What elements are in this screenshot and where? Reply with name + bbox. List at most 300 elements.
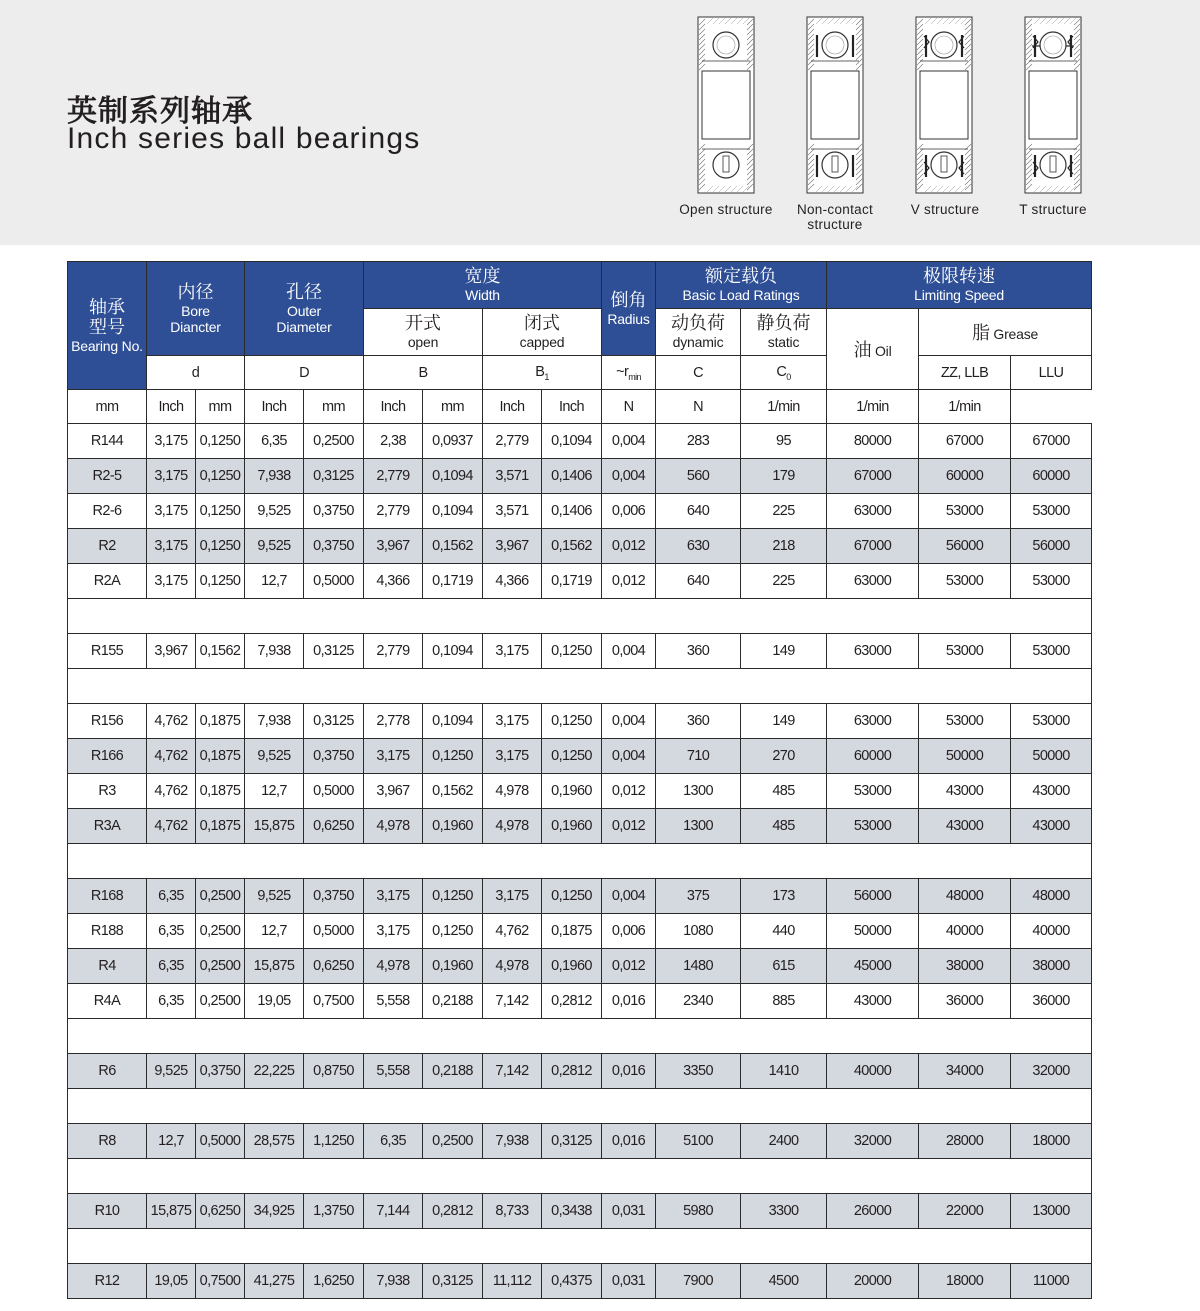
value-cell: 0,1250 xyxy=(196,564,245,599)
value-cell: 2340 xyxy=(656,984,741,1019)
bearing-no-cell: R188 xyxy=(68,914,147,949)
value-cell: 0,2500 xyxy=(304,424,364,459)
value-cell: 0,1960 xyxy=(542,949,602,984)
value-cell: 0,004 xyxy=(602,634,656,669)
value-cell: 12,7 xyxy=(147,1124,196,1159)
value-cell: 40000 xyxy=(919,914,1011,949)
value-cell: 0,1250 xyxy=(542,704,602,739)
value-cell: 18000 xyxy=(919,1264,1011,1299)
value-cell: 0,1250 xyxy=(542,879,602,914)
value-cell: 0,3125 xyxy=(304,704,364,739)
spacer-cell xyxy=(68,669,1092,704)
value-cell: 0,3750 xyxy=(304,494,364,529)
unit-cell: 1/min xyxy=(919,390,1011,424)
symbol-d: d xyxy=(147,356,245,390)
value-cell: 640 xyxy=(656,494,741,529)
oil-speed-header: 油 Oil xyxy=(827,309,919,390)
value-cell: 0,3125 xyxy=(304,634,364,669)
value-cell: 19,05 xyxy=(147,1264,196,1299)
symbol-r-min: $\sim r_{min}$ xyxy=(602,356,656,390)
value-cell: 615 xyxy=(741,949,827,984)
value-cell: 0,1406 xyxy=(542,459,602,494)
unit-cell: mm xyxy=(196,390,245,424)
value-cell: 0,1250 xyxy=(542,739,602,774)
value-cell: 6,35 xyxy=(147,984,196,1019)
value-cell: 0,2188 xyxy=(423,1054,483,1089)
value-cell: 0,1250 xyxy=(196,529,245,564)
value-cell: 9,525 xyxy=(245,739,304,774)
value-cell: 0,004 xyxy=(602,459,656,494)
unit-cell: Inch xyxy=(147,390,196,424)
value-cell: 43000 xyxy=(1011,809,1092,844)
value-cell: 149 xyxy=(741,704,827,739)
value-cell: 4,762 xyxy=(483,914,542,949)
value-cell: 4,978 xyxy=(483,774,542,809)
value-cell: 0,012 xyxy=(602,529,656,564)
value-cell: 0,1250 xyxy=(423,739,483,774)
bearing-no-cell: R6 xyxy=(68,1054,147,1089)
value-cell: 0,1562 xyxy=(423,774,483,809)
value-cell: 0,2500 xyxy=(196,914,245,949)
value-cell: 6,35 xyxy=(147,879,196,914)
value-cell: 485 xyxy=(741,774,827,809)
value-cell: 0,2188 xyxy=(423,984,483,1019)
value-cell: 63000 xyxy=(827,564,919,599)
value-cell: 7,938 xyxy=(364,1264,423,1299)
unit-cell: 1/min xyxy=(741,390,827,424)
value-cell: 9,525 xyxy=(245,879,304,914)
value-cell: 5100 xyxy=(656,1124,741,1159)
value-cell: 3,175 xyxy=(364,914,423,949)
value-cell: 9,525 xyxy=(245,494,304,529)
value-cell: 0,1719 xyxy=(423,564,483,599)
value-cell: 0,3125 xyxy=(423,1264,483,1299)
value-cell: 4,978 xyxy=(364,809,423,844)
value-cell: 0,006 xyxy=(602,914,656,949)
value-cell: 9,525 xyxy=(245,529,304,564)
value-cell: 0,2812 xyxy=(542,1054,602,1089)
value-cell: 0,2500 xyxy=(423,1124,483,1159)
value-cell: 0,1094 xyxy=(423,459,483,494)
value-cell: 38000 xyxy=(919,949,1011,984)
table-row xyxy=(68,529,1092,564)
value-cell: 0,1960 xyxy=(423,949,483,984)
value-cell: 40000 xyxy=(1011,914,1092,949)
value-cell: 2,779 xyxy=(483,424,542,459)
value-cell: 9,525 xyxy=(147,1054,196,1089)
value-cell: 0,012 xyxy=(602,809,656,844)
value-cell: 0,1875 xyxy=(196,774,245,809)
value-cell: 225 xyxy=(741,494,827,529)
v-structure-diagram-icon xyxy=(915,16,977,196)
grease-speed-header: 脂 Grease xyxy=(919,309,1092,356)
value-cell: 640 xyxy=(656,564,741,599)
value-cell: 34,925 xyxy=(245,1194,304,1229)
value-cell: 1300 xyxy=(656,809,741,844)
value-cell: 3300 xyxy=(741,1194,827,1229)
value-cell: 7,938 xyxy=(483,1124,542,1159)
value-cell: 15,875 xyxy=(245,949,304,984)
table-row xyxy=(68,774,1092,809)
spacer-cell xyxy=(68,1229,1092,1264)
value-cell: 6,35 xyxy=(364,1124,423,1159)
bearing-no-cell: R2 xyxy=(68,529,147,564)
value-cell: 56000 xyxy=(919,529,1011,564)
bearing-no-cell: R155 xyxy=(68,634,147,669)
value-cell: 0,016 xyxy=(602,984,656,1019)
non-contact-structure-diagram-icon xyxy=(806,16,868,196)
value-cell: 60000 xyxy=(827,739,919,774)
value-cell: 2,779 xyxy=(364,634,423,669)
value-cell: 2,38 xyxy=(364,424,423,459)
value-cell: 34000 xyxy=(919,1054,1011,1089)
value-cell: 63000 xyxy=(827,634,919,669)
symbol-zz-llb: ZZ, LLB xyxy=(919,356,1011,390)
value-cell: 67000 xyxy=(919,424,1011,459)
width-header: 宽度 Width xyxy=(364,262,602,309)
table-row xyxy=(68,1054,1092,1089)
value-cell: 3,967 xyxy=(364,529,423,564)
value-cell: 48000 xyxy=(919,879,1011,914)
value-cell: 48000 xyxy=(1011,879,1092,914)
value-cell: 218 xyxy=(741,529,827,564)
value-cell: 0,1094 xyxy=(423,704,483,739)
value-cell: 485 xyxy=(741,809,827,844)
value-cell: 0,4375 xyxy=(542,1264,602,1299)
value-cell: 0,031 xyxy=(602,1264,656,1299)
value-cell: 53000 xyxy=(1011,564,1092,599)
value-cell: 0,2812 xyxy=(542,984,602,1019)
value-cell: 3,175 xyxy=(483,739,542,774)
page-title-cn: 英制系列轴承 xyxy=(67,94,253,129)
symbol-C: C xyxy=(656,356,741,390)
value-cell: 28,575 xyxy=(245,1124,304,1159)
value-cell: 4500 xyxy=(741,1264,827,1299)
value-cell: 0,3750 xyxy=(304,739,364,774)
value-cell: 63000 xyxy=(827,704,919,739)
value-cell: 0,5000 xyxy=(304,914,364,949)
dynamic-load-header: 动负荷 dynamic xyxy=(656,309,741,356)
value-cell: 0,5000 xyxy=(304,564,364,599)
bearing-no-cell: R168 xyxy=(68,879,147,914)
value-cell: 0,3750 xyxy=(304,529,364,564)
value-cell: 0,1960 xyxy=(542,809,602,844)
unit-cell: mm xyxy=(304,390,364,424)
value-cell: 53000 xyxy=(827,774,919,809)
value-cell: 56000 xyxy=(1011,529,1092,564)
value-cell: 440 xyxy=(741,914,827,949)
value-cell: 60000 xyxy=(1011,459,1092,494)
value-cell: 6,35 xyxy=(147,949,196,984)
table-row xyxy=(68,634,1092,669)
table-spacer-row xyxy=(68,599,1092,634)
value-cell: 43000 xyxy=(919,809,1011,844)
value-cell: 3,175 xyxy=(147,459,196,494)
spacer-cell xyxy=(68,599,1092,634)
value-cell: 22000 xyxy=(919,1194,1011,1229)
value-cell: 2,779 xyxy=(364,459,423,494)
value-cell: 1,3750 xyxy=(304,1194,364,1229)
bearing-no-cell: R2-6 xyxy=(68,494,147,529)
unit-cell: mm xyxy=(68,390,147,424)
value-cell: 3,175 xyxy=(364,739,423,774)
bearing-no-cell: R12 xyxy=(68,1264,147,1299)
value-cell: 3,571 xyxy=(483,494,542,529)
value-cell: 3,175 xyxy=(483,634,542,669)
value-cell: 53000 xyxy=(919,494,1011,529)
value-cell: 710 xyxy=(656,739,741,774)
value-cell: 15,875 xyxy=(245,809,304,844)
value-cell: 0,012 xyxy=(602,564,656,599)
value-cell: 0,3750 xyxy=(196,1054,245,1089)
diagram-label: Non-contact structure xyxy=(796,202,874,232)
value-cell: 1080 xyxy=(656,914,741,949)
value-cell: 36000 xyxy=(919,984,1011,1019)
value-cell: 12,7 xyxy=(245,914,304,949)
value-cell: 1300 xyxy=(656,774,741,809)
bearing-no-cell: R3 xyxy=(68,774,147,809)
value-cell: 3,967 xyxy=(147,634,196,669)
value-cell: 56000 xyxy=(827,879,919,914)
value-cell: 0,3750 xyxy=(304,879,364,914)
value-cell: 4,978 xyxy=(364,949,423,984)
value-cell: 67000 xyxy=(1011,424,1092,459)
value-cell: 3,175 xyxy=(483,879,542,914)
value-cell: 4,978 xyxy=(483,809,542,844)
value-cell: 5,558 xyxy=(364,984,423,1019)
value-cell: 0,1562 xyxy=(542,529,602,564)
value-cell: 63000 xyxy=(827,494,919,529)
value-cell: 0,7500 xyxy=(304,984,364,1019)
table-row xyxy=(68,1264,1092,1299)
table-row xyxy=(68,949,1092,984)
value-cell: 0,006 xyxy=(602,494,656,529)
value-cell: 0,7500 xyxy=(196,1264,245,1299)
value-cell: 53000 xyxy=(827,809,919,844)
value-cell: 2400 xyxy=(741,1124,827,1159)
spacer-cell xyxy=(68,1019,1092,1054)
value-cell: 375 xyxy=(656,879,741,914)
unit-cell: Inch xyxy=(483,390,542,424)
radius-header: 倒角 Radius xyxy=(602,262,656,356)
value-cell: 149 xyxy=(741,634,827,669)
value-cell: 1480 xyxy=(656,949,741,984)
value-cell: 15,875 xyxy=(147,1194,196,1229)
spacer-cell xyxy=(68,1089,1092,1124)
value-cell: 360 xyxy=(656,704,741,739)
static-load-header: 静负荷 static xyxy=(741,309,827,356)
bearing-no-cell: R4A xyxy=(68,984,147,1019)
value-cell: 0,0937 xyxy=(423,424,483,459)
value-cell: 0,004 xyxy=(602,424,656,459)
value-cell: 173 xyxy=(741,879,827,914)
outer-diameter-header: 孔径 Outer Diameter xyxy=(245,262,364,356)
value-cell: 270 xyxy=(741,739,827,774)
value-cell: 67000 xyxy=(827,529,919,564)
unit-cell: Inch xyxy=(542,390,602,424)
table-row xyxy=(68,1124,1092,1159)
value-cell: 50000 xyxy=(827,914,919,949)
unit-cell: N xyxy=(602,390,656,424)
value-cell: 0,2500 xyxy=(196,879,245,914)
value-cell: 7,938 xyxy=(245,634,304,669)
spacer-cell xyxy=(68,1159,1092,1194)
table-spacer-row xyxy=(68,1229,1092,1264)
value-cell: 40000 xyxy=(827,1054,919,1089)
value-cell: 60000 xyxy=(919,459,1011,494)
value-cell: 225 xyxy=(741,564,827,599)
unit-cell: Inch xyxy=(245,390,304,424)
value-cell: 0,1875 xyxy=(542,914,602,949)
value-cell: 0,016 xyxy=(602,1124,656,1159)
value-cell: 53000 xyxy=(919,704,1011,739)
value-cell: 0,1875 xyxy=(196,704,245,739)
value-cell: 560 xyxy=(656,459,741,494)
value-cell: 0,6250 xyxy=(196,1194,245,1229)
value-cell: 67000 xyxy=(827,459,919,494)
value-cell: 32000 xyxy=(827,1124,919,1159)
value-cell: 4,366 xyxy=(483,564,542,599)
value-cell: 53000 xyxy=(919,634,1011,669)
value-cell: 7,938 xyxy=(245,459,304,494)
value-cell: 8,733 xyxy=(483,1194,542,1229)
value-cell: 11,112 xyxy=(483,1264,542,1299)
page-title-en: Inch series ball bearings xyxy=(67,122,421,155)
table-spacer-row xyxy=(68,1019,1092,1054)
value-cell: 0,2812 xyxy=(423,1194,483,1229)
unit-cell: 1/min xyxy=(827,390,919,424)
value-cell: 0,1250 xyxy=(423,914,483,949)
table-row xyxy=(68,424,1092,459)
unit-cell: N xyxy=(656,390,741,424)
limiting-speed-header: 极限转速 Limiting Speed xyxy=(827,262,1092,309)
bore-header: 内径 Bore Diancter xyxy=(147,262,245,356)
value-cell: 4,762 xyxy=(147,809,196,844)
value-cell: 95 xyxy=(741,424,827,459)
value-cell: 3,175 xyxy=(483,704,542,739)
value-cell: 5980 xyxy=(656,1194,741,1229)
value-cell: 38000 xyxy=(1011,949,1092,984)
value-cell: 53000 xyxy=(919,564,1011,599)
value-cell: 0,5000 xyxy=(196,1124,245,1159)
value-cell: 0,004 xyxy=(602,739,656,774)
value-cell: 0,031 xyxy=(602,1194,656,1229)
value-cell: 7,142 xyxy=(483,1054,542,1089)
symbol-B1: $B_1$ xyxy=(483,356,602,390)
load-ratings-header: 额定载负 Basic Load Ratings xyxy=(656,262,827,309)
value-cell: 0,012 xyxy=(602,774,656,809)
value-cell: 12,7 xyxy=(245,774,304,809)
value-cell: 4,366 xyxy=(364,564,423,599)
table-row xyxy=(68,809,1092,844)
table-row xyxy=(68,879,1092,914)
value-cell: 0,1094 xyxy=(423,494,483,529)
table-row xyxy=(68,564,1092,599)
value-cell: 0,1562 xyxy=(423,529,483,564)
value-cell: 0,1250 xyxy=(542,634,602,669)
value-cell: 20000 xyxy=(827,1264,919,1299)
t-structure-diagram-icon xyxy=(1024,16,1086,196)
value-cell: 0,1562 xyxy=(196,634,245,669)
table-row xyxy=(68,739,1092,774)
bearing-no-cell: R2A xyxy=(68,564,147,599)
symbol-D: D xyxy=(245,356,364,390)
table-row xyxy=(68,984,1092,1019)
table-spacer-row xyxy=(68,669,1092,704)
value-cell: 4,762 xyxy=(147,739,196,774)
capped-width-header: 闭式 capped xyxy=(483,309,602,356)
value-cell: 43000 xyxy=(827,984,919,1019)
value-cell: 0,8750 xyxy=(304,1054,364,1089)
value-cell: 0,3438 xyxy=(542,1194,602,1229)
value-cell: 0,2500 xyxy=(196,984,245,1019)
value-cell: 43000 xyxy=(1011,774,1092,809)
table-spacer-row xyxy=(68,1159,1092,1194)
value-cell: 53000 xyxy=(1011,634,1092,669)
value-cell: 179 xyxy=(741,459,827,494)
value-cell: 19,05 xyxy=(245,984,304,1019)
value-cell: 3350 xyxy=(656,1054,741,1089)
value-cell: 2,778 xyxy=(364,704,423,739)
value-cell: 4,762 xyxy=(147,704,196,739)
value-cell: 0,1094 xyxy=(423,634,483,669)
open-width-header: 开式 open xyxy=(364,309,483,356)
value-cell: 18000 xyxy=(1011,1124,1092,1159)
value-cell: 7,938 xyxy=(245,704,304,739)
table-row xyxy=(68,1194,1092,1229)
bearing-no-cell: R4 xyxy=(68,949,147,984)
value-cell: 0,1094 xyxy=(542,424,602,459)
value-cell: 0,012 xyxy=(602,949,656,984)
value-cell: 0,2500 xyxy=(196,949,245,984)
value-cell: 22,225 xyxy=(245,1054,304,1089)
table-spacer-row xyxy=(68,844,1092,879)
bearing-no-cell: R10 xyxy=(68,1194,147,1229)
value-cell: 3,571 xyxy=(483,459,542,494)
spacer-cell xyxy=(68,844,1092,879)
bearing-no-header: 轴承 型号 Bearing No. xyxy=(68,262,147,390)
symbol-B: B xyxy=(364,356,483,390)
value-cell: 1,1250 xyxy=(304,1124,364,1159)
value-cell: 43000 xyxy=(919,774,1011,809)
open-structure-diagram-icon xyxy=(697,16,759,196)
value-cell: 6,35 xyxy=(245,424,304,459)
value-cell: 0,1960 xyxy=(542,774,602,809)
value-cell: 53000 xyxy=(1011,704,1092,739)
value-cell: 4,762 xyxy=(147,774,196,809)
value-cell: 0,004 xyxy=(602,879,656,914)
value-cell: 630 xyxy=(656,529,741,564)
value-cell: 12,7 xyxy=(245,564,304,599)
value-cell: 80000 xyxy=(827,424,919,459)
value-cell: 50000 xyxy=(919,739,1011,774)
bearing-no-cell: R3A xyxy=(68,809,147,844)
value-cell: 13000 xyxy=(1011,1194,1092,1229)
symbol-llu: LLU xyxy=(1011,356,1092,390)
value-cell: 6,35 xyxy=(147,914,196,949)
unit-cell: Inch xyxy=(364,390,423,424)
value-cell: 0,1875 xyxy=(196,809,245,844)
value-cell: 28000 xyxy=(919,1124,1011,1159)
value-cell: 0,1875 xyxy=(196,739,245,774)
bearing-no-cell: R156 xyxy=(68,704,147,739)
value-cell: 0,004 xyxy=(602,704,656,739)
value-cell: 32000 xyxy=(1011,1054,1092,1089)
symbol-C0: $C_0$ xyxy=(741,356,827,390)
value-cell: 4,978 xyxy=(483,949,542,984)
value-cell: 3,175 xyxy=(364,879,423,914)
value-cell: 0,1719 xyxy=(542,564,602,599)
